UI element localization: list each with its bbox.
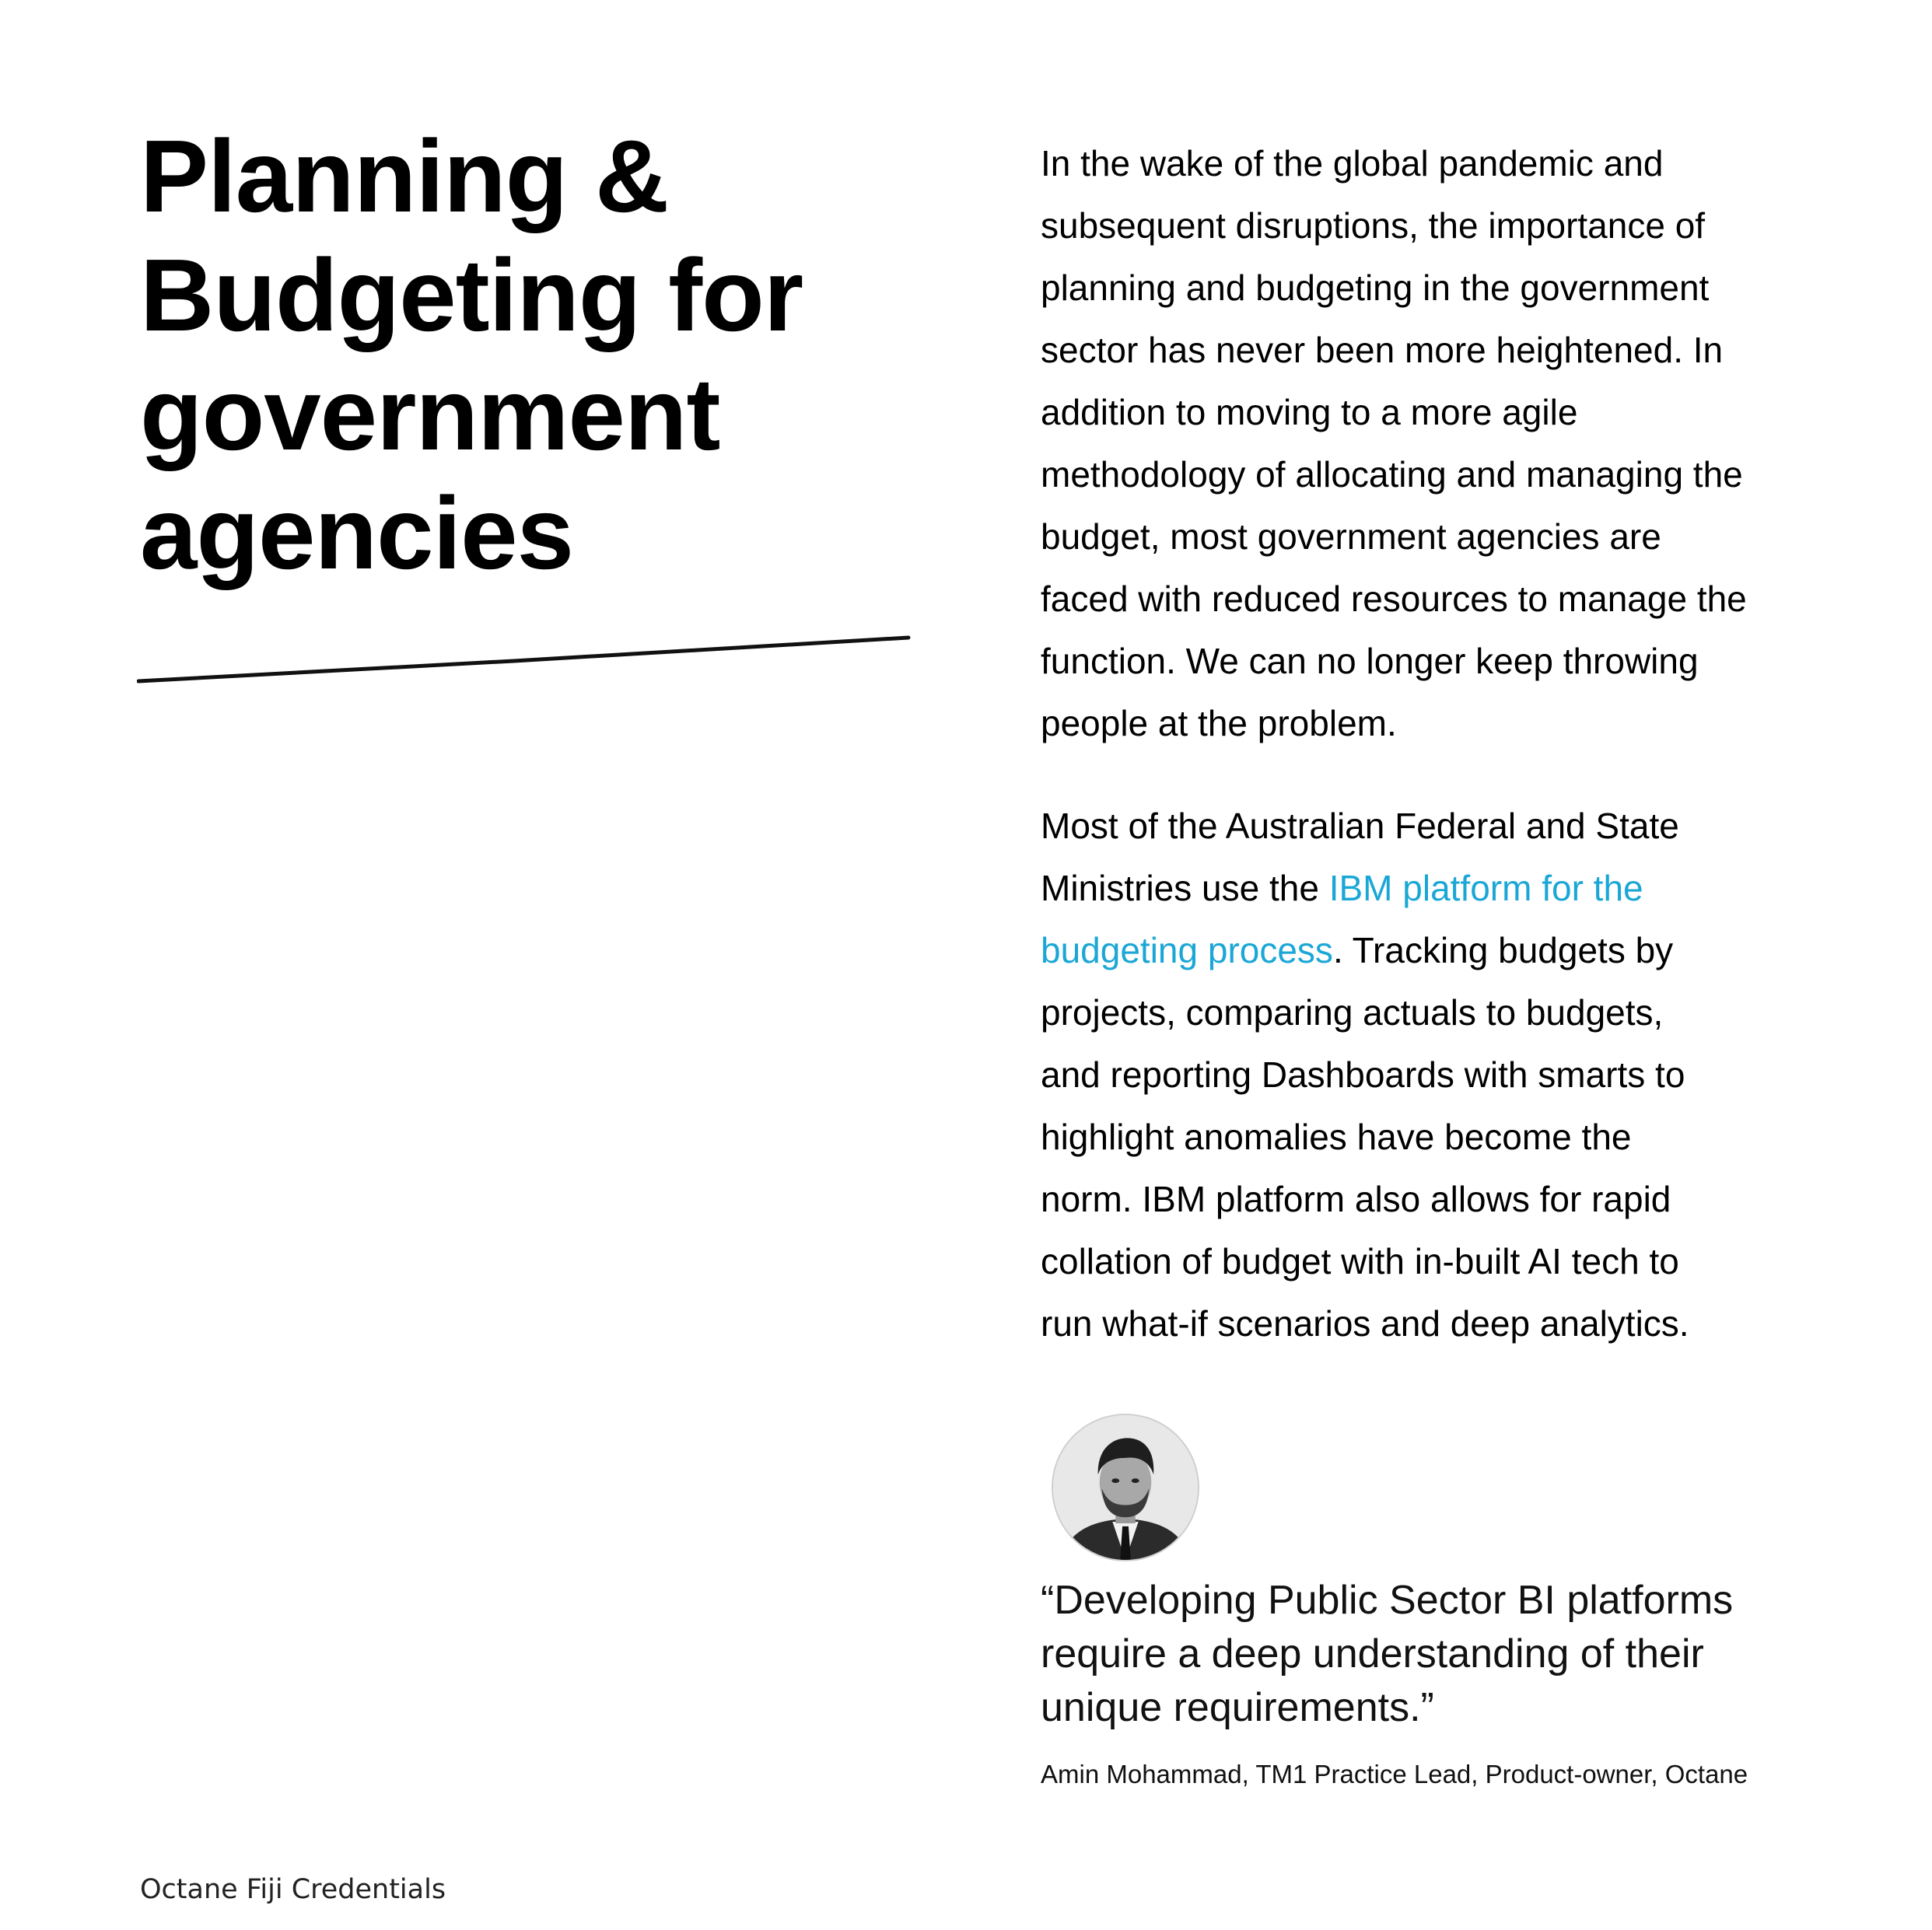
avatar <box>1052 1414 1199 1561</box>
text-line: projects, comparing actuals to budgets, <box>1041 992 1664 1033</box>
quote-attribution: Amin Mohammad, TM1 Practice Lead, Product-owner, Octane <box>1041 1760 1748 1788</box>
testimonial-quote <box>1041 1574 1834 1735</box>
title-underline <box>137 631 912 686</box>
platform-paragraph <box>1041 795 1689 1355</box>
text-line: methodology of allocating and managing the <box>1041 454 1743 495</box>
text-line <box>1041 857 1689 919</box>
title-line: Planning & <box>140 119 669 233</box>
quote-line: require a deep understanding of their <box>1041 1631 1704 1677</box>
text-line: function. We can no longer keep throwing <box>1041 641 1699 681</box>
person-photo-icon <box>1053 1415 1198 1560</box>
text-line: planning and budgeting in the government <box>1041 267 1710 308</box>
text-line: highlight anomalies have become the <box>1041 1117 1632 1157</box>
article-body <box>1041 132 1818 1344</box>
text-line: people at the problem. <box>1041 703 1397 743</box>
title-line: government <box>140 357 720 471</box>
text-line: collation of budget with in-built AI tech to <box>1041 1241 1679 1281</box>
intro-paragraph <box>1041 132 1818 754</box>
text-line: Most of the Australian Federal and State <box>1041 806 1679 846</box>
text-fragment: Ministries use the <box>1041 868 1329 908</box>
text-line: norm. IBM platform also allows for rapid <box>1041 1179 1671 1219</box>
quote-line: unique requirements.” <box>1041 1685 1434 1730</box>
ibm-platform-link[interactable]: IBM platform for the <box>1328 868 1643 908</box>
text-line: In the wake of the global pandemic and <box>1041 143 1664 184</box>
title-line: Budgeting for <box>140 238 803 352</box>
title-line: agencies <box>140 476 573 590</box>
text-fragment: . Tracking budgets by <box>1332 930 1674 970</box>
text-line: faced with reduced resources to manage the <box>1041 579 1747 619</box>
quote-line: “Developing Public Sector BI platforms <box>1041 1578 1734 1623</box>
page-title <box>140 117 918 593</box>
text-line: addition to moving to a more agile <box>1041 392 1578 432</box>
text-line: budget, most government agencies are <box>1041 516 1661 557</box>
text-line: sector has never been more heightened. In <box>1041 330 1724 370</box>
text-line <box>1041 919 1689 981</box>
page-footer: Octane Fiji Credentials <box>140 1874 446 1905</box>
text-line: and reporting Dashboards with smarts to <box>1041 1054 1685 1095</box>
text-line: subsequent disruptions, the importance of <box>1041 205 1706 246</box>
text-line: run what-if scenarios and deep analytics. <box>1041 1303 1689 1344</box>
budgeting-process-link[interactable]: budgeting process <box>1041 930 1333 970</box>
